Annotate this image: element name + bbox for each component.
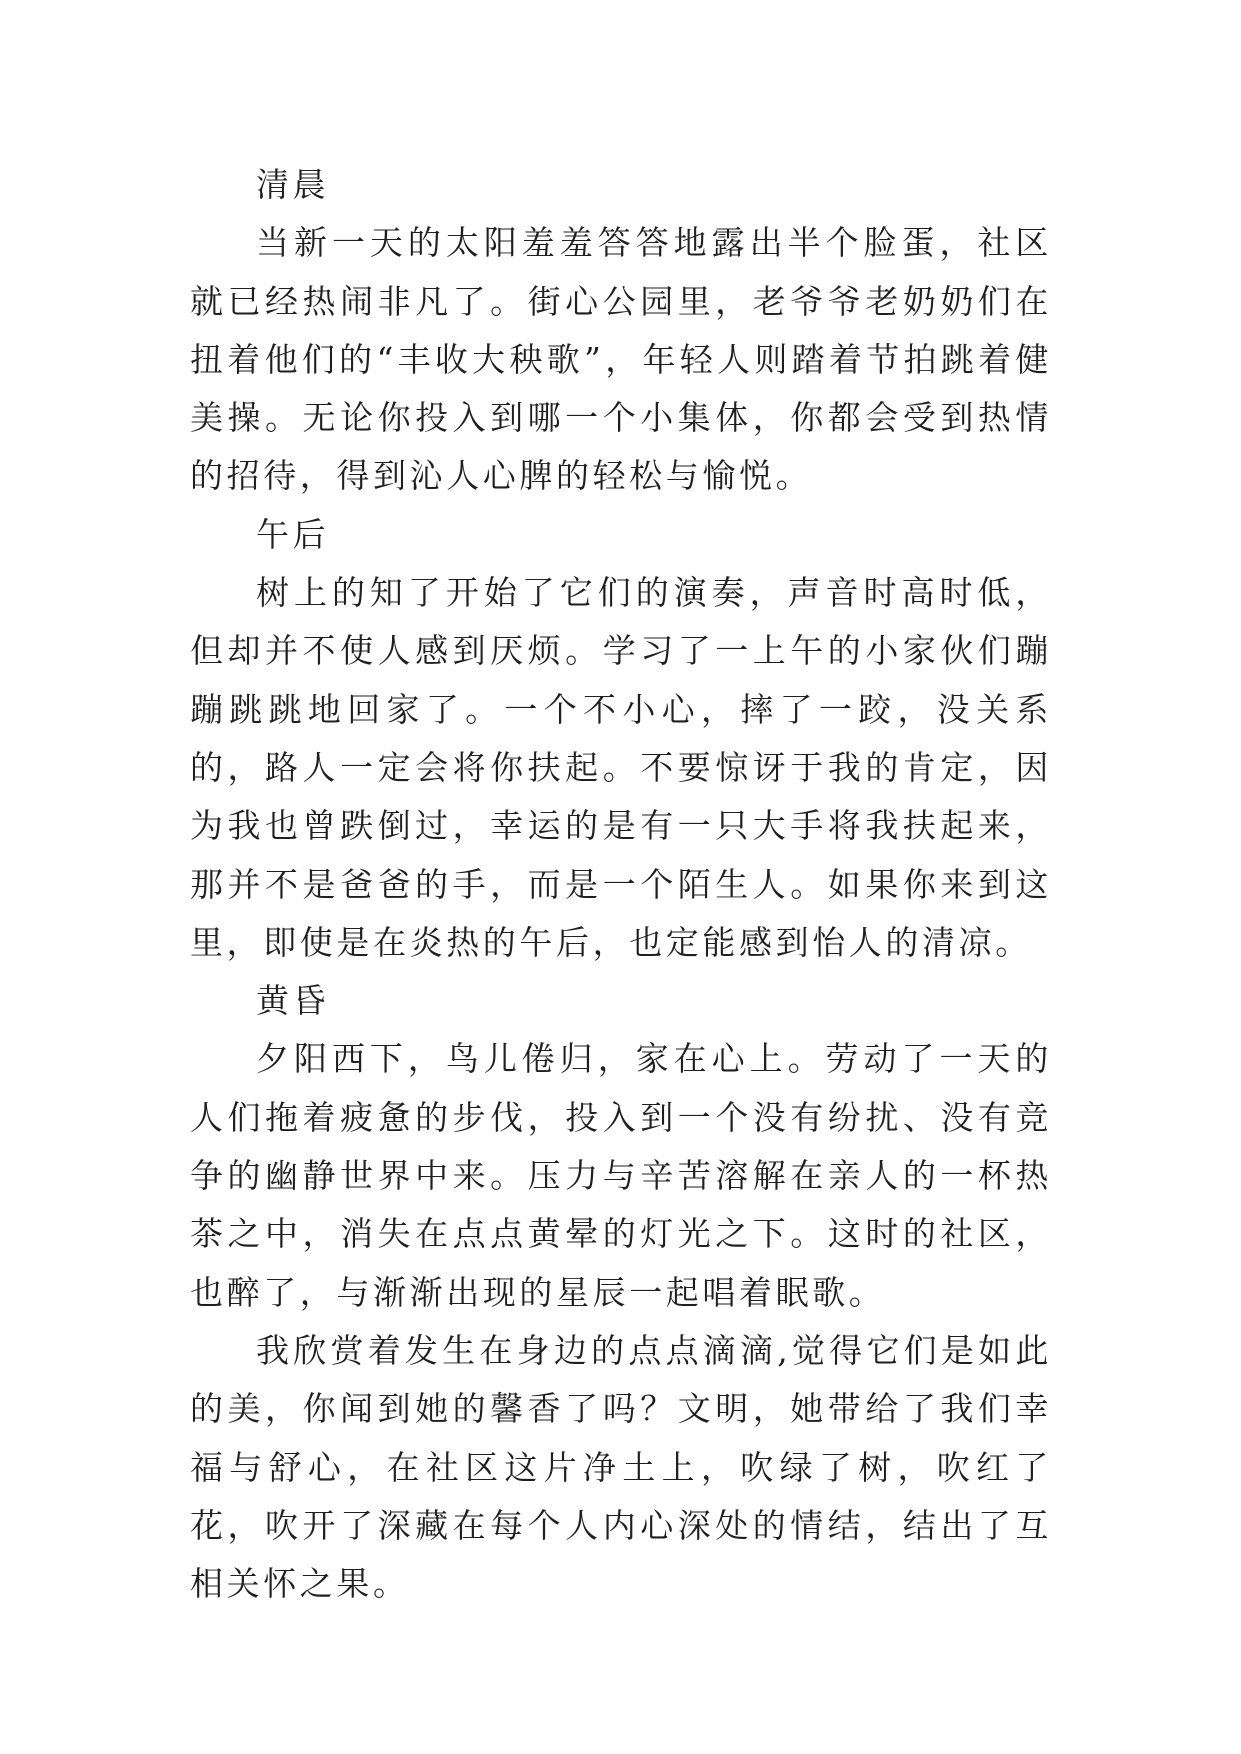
- section-paragraph-morning: 当新一天的太阳羞羞答答地露出半个脸蛋，社区就已经热闹非凡了。街心公园里，老爷爷老奶奶们在扭着他们的“丰收大秧歌”，年轻人则踏着节拍跳着健美操。无论你投入到哪一个小集体，你都会受到热情的招待，得到沁人心脾的轻松与愉悦。: [190, 223, 1052, 496]
- section-paragraph-dusk: 夕阳西下，鸟儿倦归，家在心上。劳动了一天的人们拖着疲惫的步伐，投入到一个没有纷扰、没有竞争的幽静世界中来。压力与辛苦溶解在亲人的一杯热茶之中，消失在点点黄晕的灯光之下。这时的社区，也醉了，与渐渐出现的星辰一起唱着眠歌。: [190, 1039, 1052, 1312]
- section-heading-morning: 清晨: [256, 165, 330, 204]
- document-body: [190, 156, 1052, 1613]
- section-heading-afternoon: 午后: [256, 514, 330, 554]
- section-heading-dusk: 黄昏: [256, 981, 330, 1021]
- section-paragraph-afternoon: 树上的知了开始了它们的演奏，声音时高时低，但却并不使人感到厌烦。学习了一上午的小家伙们蹦蹦跳跳地回家了。一个不小心，摔了一跤，没关系的，路人一定会将你扶起。不要惊讶于我的肯定，因为我也曾跌倒过，幸运的是有一只大手将我扶起来，那并不是爸爸的手，而是一个陌生人。如果你来到这里，即使是在炎热的午后，也定能感到怡人的清凉。: [190, 573, 1052, 962]
- closing-paragraph: 我欣赏着发生在身边的点点滴滴,觉得它们是如此的美，你闻到她的馨香了吗？文明，她带给了我们幸福与舒心，在社区这片净土上，吹绿了树，吹红了花，吹开了深藏在每个人内心深处的情结，结出了互相关怀之果。: [190, 1330, 1052, 1604]
